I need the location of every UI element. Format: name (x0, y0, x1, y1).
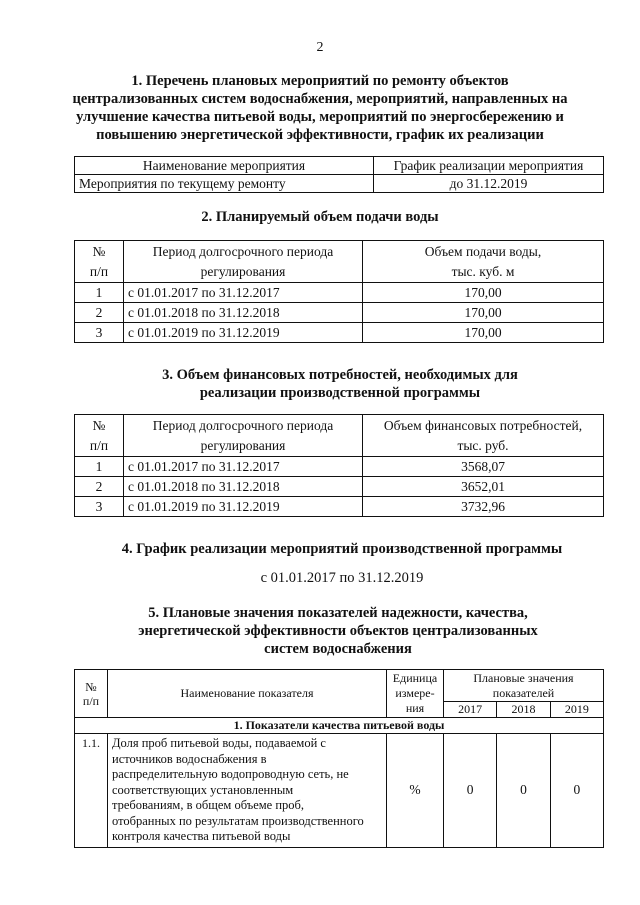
cell-period: с 01.01.2019 по 31.12.2019 (124, 497, 363, 517)
page-number: 2 (316, 40, 324, 55)
section1-title (0, 72, 640, 144)
header-period-line: регулирования (200, 437, 286, 453)
cell-period: с 01.01.2017 по 31.12.2017 (124, 457, 363, 477)
indicator-name-line: соответствующих установленным (112, 782, 294, 797)
header-schedule: График реализации мероприятия (374, 157, 604, 175)
header-unit (387, 670, 444, 718)
header-finance (363, 415, 604, 457)
header-num-line: п/п (89, 437, 109, 453)
cell-value-2019: 0 (550, 734, 603, 848)
table-header-row (75, 415, 604, 457)
table-header-row (75, 241, 604, 283)
indicator-name-line: источников водоснабжения в (112, 751, 267, 766)
header-volume-line: Объем подачи воды, (424, 243, 542, 259)
header-volume (363, 241, 604, 283)
header-num (75, 241, 124, 283)
cell-value-2018: 0 (497, 734, 550, 848)
header-num-line: № (92, 243, 106, 259)
section3-title-line: реализации производственной программы (199, 385, 481, 401)
section5-title-line: систем водоснабжения (264, 641, 412, 657)
cell-volume: 170,00 (363, 323, 604, 343)
table-row (75, 477, 604, 497)
cell-volume: 170,00 (363, 283, 604, 303)
section5-title-line: 5. Плановые значения показателей надежности, качества, (148, 605, 528, 621)
cell-num: 1.1. (75, 734, 108, 848)
group-title: 1. Показатели качества питьевой воды (75, 718, 604, 734)
header-year: 2019 (550, 702, 603, 718)
indicator-name-line: требованиям, в общем объеме проб, (112, 798, 305, 812)
indicator-name-line: контроля качества питьевой воды (112, 829, 291, 843)
section3-title (0, 366, 640, 402)
header-period-line: регулирования (200, 263, 286, 279)
table-row (75, 734, 604, 848)
header-indicator-name: Наименование показателя (108, 670, 387, 718)
header-unit-line: Единица (392, 671, 438, 685)
section1-title-line: улучшение качества питьевой воды, мероприятий по энергосбережению и (76, 109, 564, 125)
header-year: 2018 (497, 702, 550, 718)
table-header-row (75, 157, 604, 175)
header-finance-line: Объем финансовых потребностей, (383, 417, 583, 433)
header-planned-line: Плановые значения (473, 670, 574, 685)
section1-title-line: 1. Перечень плановых мероприятий по ремонту объектов (131, 73, 509, 89)
cell-indicator-name (108, 734, 387, 848)
cell-activity: Мероприятия по текущему ремонту (75, 175, 374, 193)
header-num (75, 415, 124, 457)
cell-num: 3 (75, 323, 124, 343)
cell-finance: 3652,01 (363, 477, 604, 497)
header-num-line: № (85, 679, 97, 694)
indicator-name-line: Доля проб питьевой воды, подаваемой с (112, 736, 326, 750)
header-activity-name: Наименование мероприятия (75, 157, 374, 175)
header-period-line: Период долгосрочного периода (152, 417, 334, 433)
header-period (124, 415, 363, 457)
indicator-name-line: отобранных по результатам производственного (112, 813, 364, 828)
cell-volume: 170,00 (363, 303, 604, 323)
section2-table (74, 240, 604, 343)
section4-title: 4. График реализации мероприятий производственной программы (121, 541, 563, 557)
section4-period: с 01.01.2017 по 31.12.2019 (260, 570, 424, 586)
cell-num: 3 (75, 497, 124, 517)
cell-value-2017: 0 (444, 734, 497, 848)
section2-title: 2. Планируемый объем подачи воды (201, 209, 439, 225)
header-planned-values (444, 670, 604, 702)
table-header-row (75, 670, 604, 702)
table-row (75, 283, 604, 303)
cell-num: 1 (75, 457, 124, 477)
header-period-line: Период долгосрочного периода (152, 243, 334, 259)
header-unit-line: измере- (395, 686, 435, 700)
table-row (75, 323, 604, 343)
cell-num: 2 (75, 303, 124, 323)
section1-table (74, 156, 604, 193)
cell-schedule: до 31.12.2019 (374, 175, 604, 193)
table-row (75, 497, 604, 517)
header-num-line: п/п (89, 263, 109, 279)
section3-title-line: 3. Объем финансовых потребностей, необходимых для (162, 367, 518, 383)
table-row (75, 303, 604, 323)
header-num (75, 670, 108, 718)
cell-period: с 01.01.2018 по 31.12.2018 (124, 477, 363, 497)
table-row (75, 457, 604, 477)
header-planned-line: показателей (492, 685, 555, 700)
header-finance-line: тыс. руб. (457, 437, 509, 453)
header-num-line: п/п (82, 693, 100, 708)
cell-unit: % (387, 734, 444, 848)
header-volume-line: тыс. куб. м (451, 263, 515, 279)
table-group-row (75, 718, 604, 734)
section3-table (74, 414, 604, 517)
header-num-line: № (92, 417, 106, 433)
header-unit-line: ния (405, 701, 425, 715)
header-period (124, 241, 363, 283)
section1-title-line: централизованных систем водоснабжения, мероприятий, направленных на (72, 91, 568, 107)
section5-title (0, 604, 640, 658)
indicator-name-line: распределительную водопроводную сеть, не (112, 767, 349, 781)
section5-table (74, 669, 604, 848)
cell-period: с 01.01.2019 по 31.12.2019 (124, 323, 363, 343)
cell-num: 2 (75, 477, 124, 497)
table-row (75, 175, 604, 193)
section5-title-line: энергетической эффективности объектов централизованных (138, 623, 538, 639)
section1-title-line: повышению энергетической эффективности, график их реализации (96, 127, 544, 143)
cell-period: с 01.01.2018 по 31.12.2018 (124, 303, 363, 323)
cell-period: с 01.01.2017 по 31.12.2017 (124, 283, 363, 303)
cell-num: 1 (75, 283, 124, 303)
cell-finance: 3732,96 (363, 497, 604, 517)
cell-finance: 3568,07 (363, 457, 604, 477)
header-year: 2017 (444, 702, 497, 718)
